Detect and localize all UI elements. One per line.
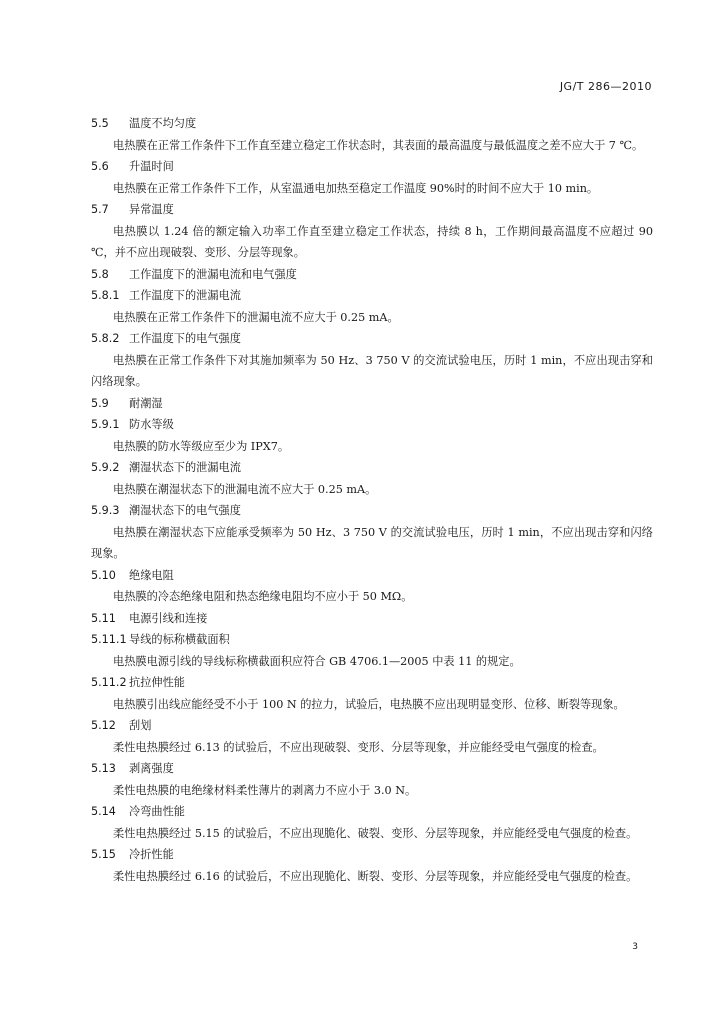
section-title: 防水等级 (129, 418, 174, 431)
section-title: 绝缘电阻 (129, 568, 174, 582)
section-title: 抗拉伸性能 (129, 676, 185, 689)
section-body: 电热膜的冷态绝缘电阻和热态绝缘电阻均不应小于 50 MΩ。 (113, 590, 413, 603)
section-number: 5.15 (91, 848, 116, 861)
section-body: 电热膜的防水等级应至少为 IPX7。 (113, 439, 290, 453)
section-title: 刮划 (129, 719, 152, 732)
section-heading (91, 672, 653, 694)
page-number: 3 (632, 942, 638, 952)
section-body: 电热膜在正常工作条件下对其施加频率为 50 Hz、3 750 V 的交流试验电压，历时 1 min，不应出现击穿和闪络现象。 (91, 353, 653, 388)
section-heading (91, 565, 653, 587)
section-heading (91, 457, 653, 479)
section-number: 5.9.2 (91, 461, 120, 474)
section-body: 柔性电热膜的电绝缘材料柔性薄片的剥离力不应小于 3.0 N。 (113, 783, 417, 797)
section-body: 电热膜在正常工作条件下的泄漏电流不应大于 0.25 mA。 (113, 310, 399, 324)
section-heading (91, 393, 653, 415)
section-number: 5.6 (91, 160, 109, 173)
section-heading (91, 844, 653, 866)
section-title: 耐潮湿 (129, 396, 163, 410)
section-title: 温度不均匀度 (129, 117, 197, 130)
section-body: 柔性电热膜经过 6.13 的试验后，不应出现破裂、变形、分层等现象，并应能经受电气强度的检查。 (113, 740, 604, 754)
section-title: 剥离强度 (129, 762, 174, 775)
section-number: 5.7 (91, 203, 109, 216)
standard-code: JG/T 286—2010 (559, 80, 652, 93)
section-heading (91, 715, 653, 737)
section-number: 5.13 (91, 762, 116, 775)
section-title: 工作温度下的泄漏电流 (129, 289, 241, 302)
section-number: 5.11 (91, 611, 116, 625)
section-number: 5.11.2 (91, 676, 127, 689)
section-number: 5.9.3 (91, 504, 120, 517)
section-title: 冷弯曲性能 (129, 805, 185, 818)
section-heading (91, 758, 653, 780)
section-body: 电热膜在正常工作条件下工作，从室温通电加热至稳定工作温度 90%时的时间不应大于 10 min。 (113, 181, 599, 195)
section-title: 电源引线和连接 (129, 611, 208, 625)
section-body: 电热膜以 1.24 倍的额定输入功率工作直至建立稳定工作状态，持续 8 h，工作期间最高温度不应超过 90 ℃，并不应出现破裂、变形、分层等现象。 (91, 224, 653, 259)
section-title: 工作温度下的泄漏电流和电气强度 (129, 267, 297, 281)
section-heading (91, 199, 653, 221)
section-number: 5.10 (91, 568, 116, 582)
section-title: 导线的标称横截面积 (129, 633, 230, 646)
section-title: 升温时间 (129, 160, 174, 173)
section-heading (91, 629, 653, 651)
section-number: 5.5 (91, 117, 109, 130)
section-heading (91, 264, 653, 286)
section-number: 5.11.1 (91, 633, 127, 646)
section-heading (91, 500, 653, 522)
section-heading (91, 156, 653, 178)
section-title: 工作温度下的电气强度 (129, 332, 241, 345)
section-heading (91, 285, 653, 307)
section-title: 异常温度 (129, 203, 174, 216)
section-number: 5.8.2 (91, 332, 120, 345)
section-heading (91, 608, 653, 630)
section-number: 5.12 (91, 719, 116, 732)
section-heading (91, 414, 653, 436)
section-body: 柔性电热膜经过 5.15 的试验后，不应出现脆化、破裂、变形、分层等现象，并应能经受电气强度的检查。 (113, 826, 638, 840)
section-title: 潮湿状态下的泄漏电流 (129, 461, 241, 474)
section-title: 冷折性能 (129, 848, 174, 861)
section-heading (91, 801, 653, 823)
section-heading (91, 113, 653, 135)
section-number: 5.8.1 (91, 289, 120, 302)
section-title: 潮湿状态下的电气强度 (129, 504, 241, 517)
section-body: 电热膜引出线应能经受不小于 100 N 的拉力，试验后，电热膜不应出现明显变形、位移、断裂等现象。 (113, 697, 625, 711)
section-body: 电热膜在潮湿状态下的泄漏电流不应大于 0.25 mA。 (113, 482, 377, 496)
section-number: 5.9 (91, 396, 109, 410)
section-number: 5.8 (91, 267, 109, 281)
section-body: 电热膜在潮湿状态下应能承受频率为 50 Hz、3 750 V 的交流试验电压，历时 1 min，不应出现击穿和闪络现象。 (91, 525, 653, 560)
section-number: 5.14 (91, 805, 116, 818)
section-body: 电热膜在正常工作条件下工作直至建立稳定工作状态时，其表面的最高温度与最低温度之差不应大于 7 ℃。 (113, 138, 644, 152)
section-number: 5.9.1 (91, 418, 120, 431)
section-body: 电热膜电源引线的导线标称横截面积应符合 GB 4706.1—2005 中表 11 的规定。 (113, 654, 521, 668)
document-body (91, 113, 653, 887)
section-heading (91, 328, 653, 350)
section-body: 柔性电热膜经过 6.16 的试验后，不应出现脆化、断裂、变形、分层等现象，并应能经受电气强度的检查。 (113, 869, 638, 883)
